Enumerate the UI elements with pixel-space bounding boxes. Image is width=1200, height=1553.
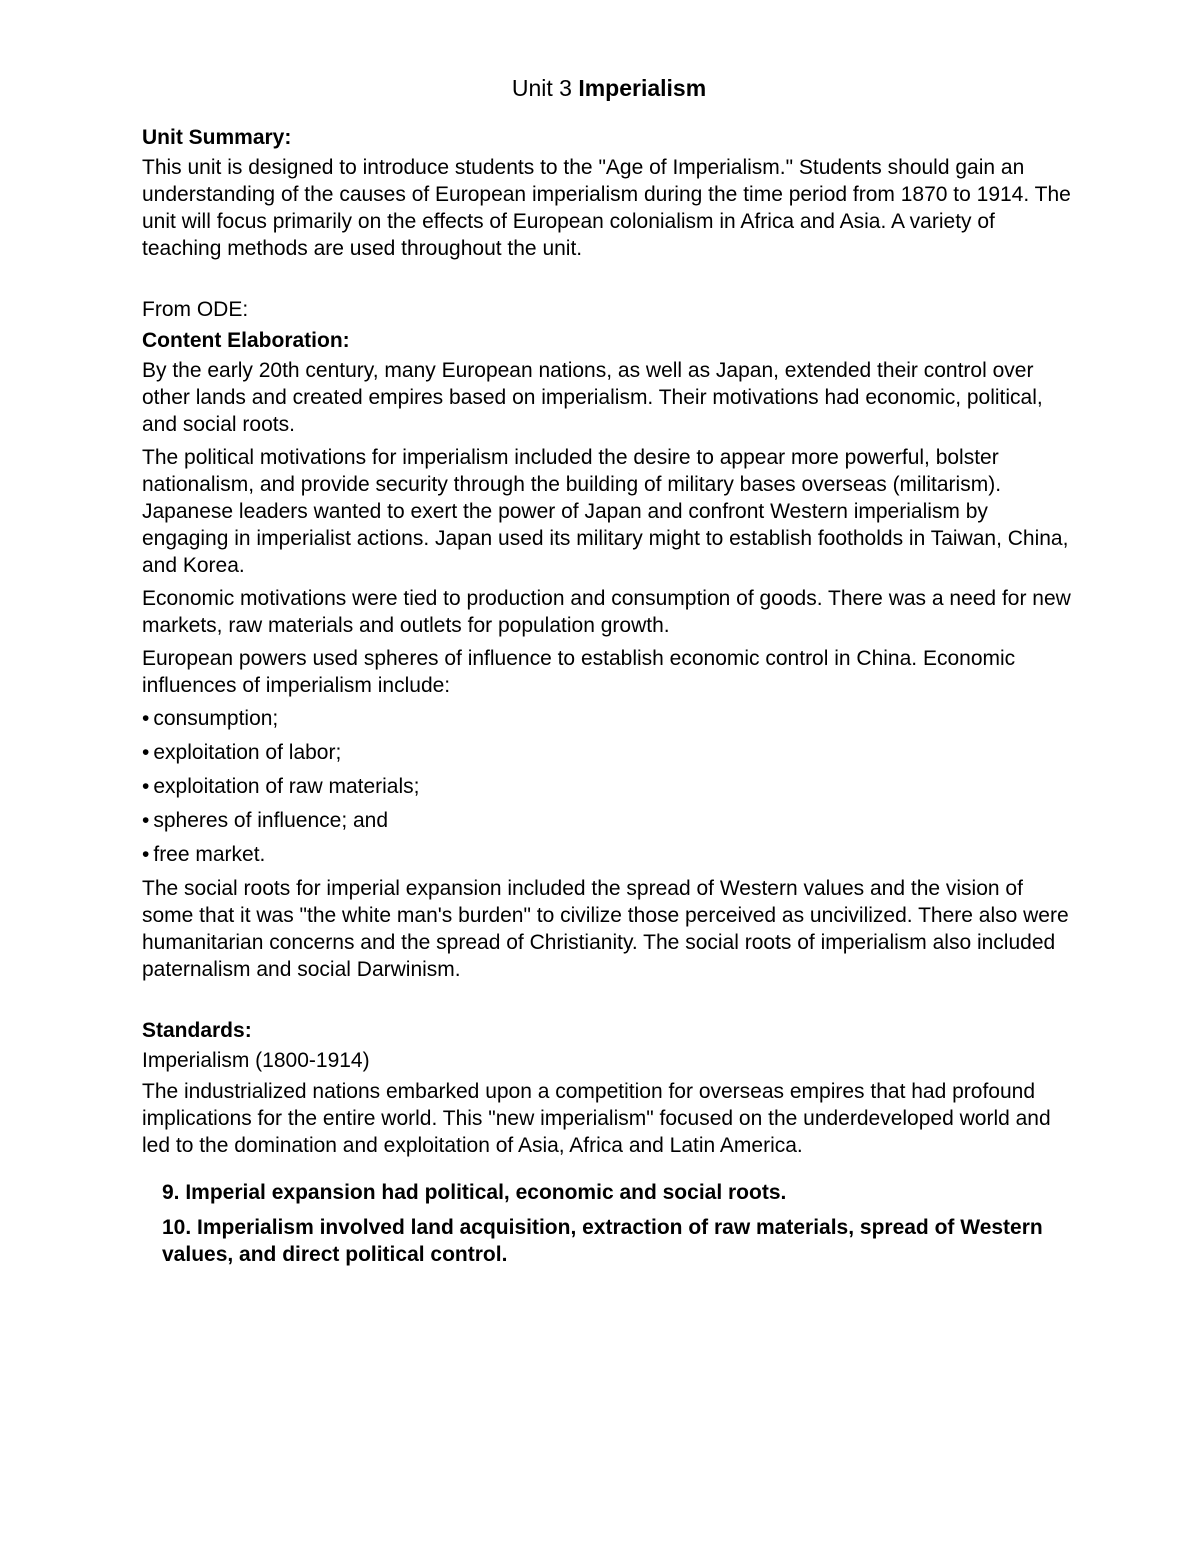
standard-item: 10. Imperialism involved land acquisition, extraction of raw materials, spread of Western values, and direct political control.: [162, 1216, 1043, 1266]
list-item-text: exploitation of labor;: [153, 741, 342, 764]
content-paragraph: The political motivations for imperialism included the desire to appear more powerful, bolster nationalism, and provide security through the building of military bases overseas (militarism). Japanese leaders wanted to exert the power of Japan and confront Western imperialism by engaging in imperialist actions. Japan used its military might to establish footholds in Taiwan, China, and Korea.: [142, 446, 1069, 577]
list-item-text: exploitation of raw materials;: [153, 775, 420, 798]
economic-influences-list: [142, 705, 1072, 868]
document-page: [142, 72, 1072, 1276]
bullet-marker: •: [142, 809, 150, 832]
standards-items: [162, 1179, 1072, 1268]
list-item: [142, 705, 1072, 732]
content-paragraph: European powers used spheres of influence to establish economic control in China. Economic influences of imperialism include:: [142, 647, 1016, 697]
source-label: From ODE:: [142, 298, 249, 321]
list-item: [142, 773, 1072, 800]
list-item: [142, 807, 1072, 834]
bullet-marker: •: [142, 775, 150, 798]
standards-text: The industrialized nations embarked upon a competition for overseas empires that had profound implications for the entire world. This "new imperialism" focused on the underdeveloped world and led to the domination and exploitation of Asia, Africa and Latin America.: [142, 1080, 1051, 1157]
bullet-marker: •: [142, 707, 150, 730]
list-item: [142, 841, 1072, 868]
bullet-marker: •: [142, 843, 150, 866]
standards-topic: Imperialism (1800-1914): [142, 1049, 370, 1072]
standard-item: 9. Imperial expansion had political, economic and social roots.: [162, 1181, 787, 1204]
list-item-text: spheres of influence; and: [153, 809, 389, 832]
list-item-text: consumption;: [153, 707, 279, 730]
unit-summary-text: This unit is designed to introduce students to the "Age of Imperialism." Students should gain an understanding of the causes of European imperialism during the time period from 1870 to 1914. The unit will focus primarily on the effects of European colonialism in Africa and Asia. A variety of teaching methods are used throughout the unit.: [142, 156, 1071, 260]
bullet-marker: •: [142, 741, 150, 764]
unit-summary-heading: Unit Summary:: [142, 126, 292, 149]
page-title-prefix: Unit 3: [511, 75, 572, 101]
list-item: [142, 739, 1072, 766]
content-closing-paragraph: The social roots for imperial expansion included the spread of Western values and the vision of some that it was "the white man's burden" to civilize those perceived as uncivilized. There also were humanitarian concerns and the spread of Christianity. The social roots of imperialism also included paternalism and social Darwinism.: [142, 877, 1069, 981]
standards-heading: Standards:: [142, 1019, 252, 1042]
page-title: [142, 72, 1072, 104]
list-item-text: free market.: [153, 843, 266, 866]
content-paragraph: Economic motivations were tied to production and consumption of goods. There was a need for new markets, raw materials and outlets for population growth.: [142, 587, 1071, 637]
content-elaboration-heading: Content Elaboration:: [142, 329, 350, 352]
page-title-main: Imperialism: [578, 75, 707, 101]
content-paragraph: By the early 20th century, many European nations, as well as Japan, extended their control over other lands and created empires based on imperialism. Their motivations had economic, political, and social roots.: [142, 359, 1043, 436]
